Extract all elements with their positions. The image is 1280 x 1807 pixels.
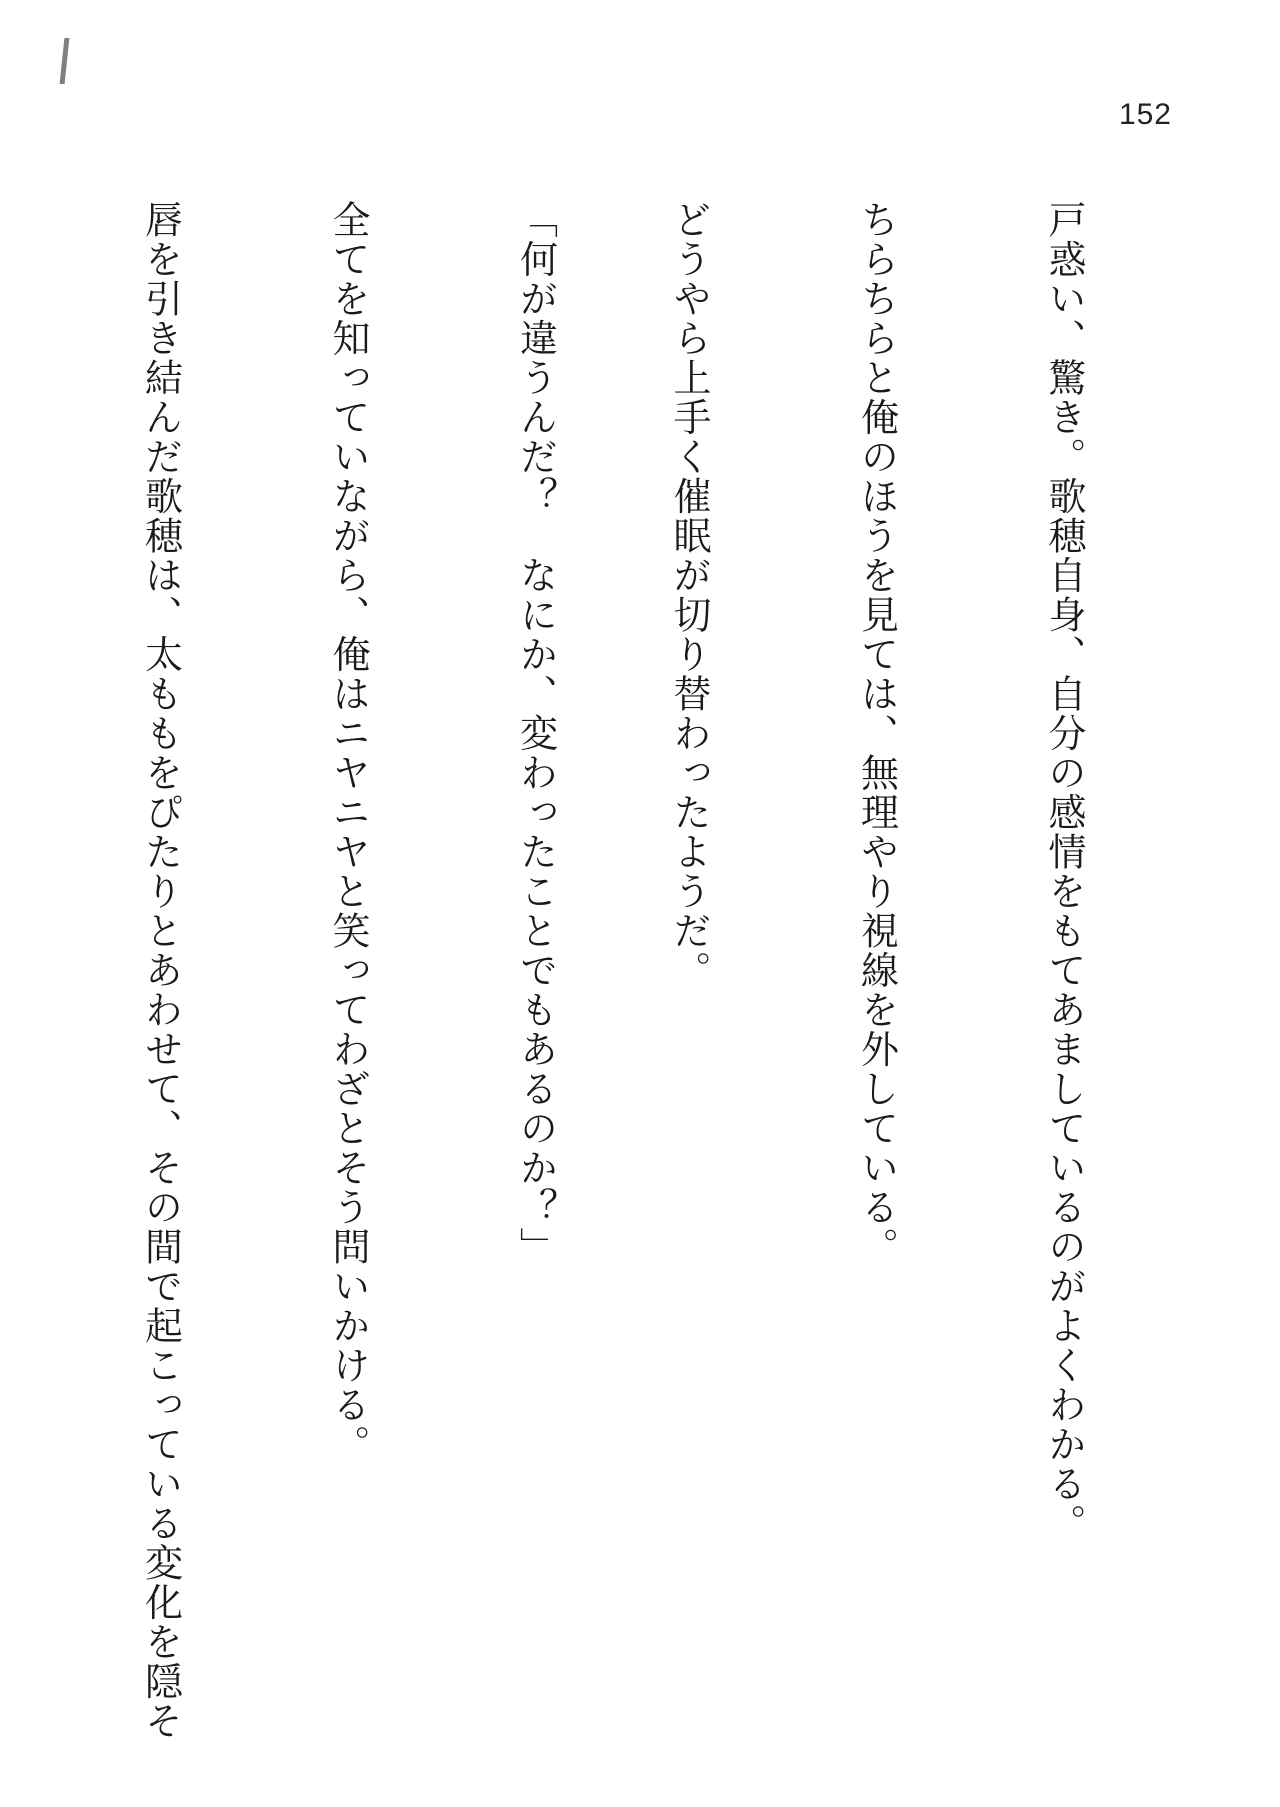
text-line: 唇を引き結んだ歌穂は、太ももをぴたりとあわせて、その間で起こっている変化を隠そ bbox=[138, 200, 183, 1741]
text-line: 「何が違うんだ？ なにか、変わったことでもあるのか？」 bbox=[513, 200, 558, 1267]
text-line: 戸惑い、驚き。歌穂自身、自分の感情をもてあましているのがよくわかる。 bbox=[1042, 200, 1086, 1543]
text-line: どうやら上手く催眠が切り替わったようだ。 bbox=[667, 200, 711, 990]
text-line: 全てを知っていながら、俺はニヤニヤと笑ってわざとそう問いかける。 bbox=[326, 200, 370, 1464]
text-line bbox=[0, 200, 4, 1720]
gutter-mark bbox=[60, 38, 70, 84]
body-text bbox=[0, 200, 1220, 1741]
page-number: 152 bbox=[1118, 98, 1172, 131]
text-line: ちらちらと俺のほうを見ては、無理やり視線を外している。 bbox=[854, 200, 899, 1267]
